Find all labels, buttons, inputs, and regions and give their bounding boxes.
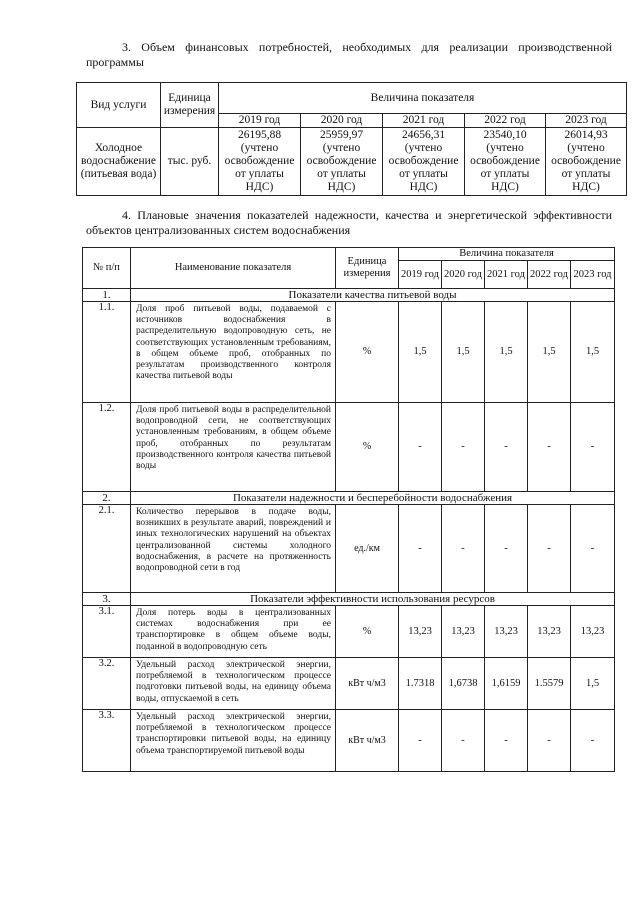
indicator-value: 1.7318: [399, 658, 442, 710]
year-header: 2022 год: [528, 261, 571, 289]
financial-needs-table: [76, 82, 627, 196]
year-header: 2023 год: [546, 114, 627, 128]
indicator-unit: %: [336, 302, 399, 403]
vat-note: (учтено освобождение от уплаты НДС): [224, 142, 295, 193]
amount: 25959,97: [319, 129, 364, 141]
col-header-unit: Единица измерения: [336, 248, 399, 289]
unit-value: тыс. руб.: [161, 128, 219, 196]
year-header: 2020 год: [301, 114, 383, 128]
section-3-heading: 3. Объем финансовых потребностей, необходимых для реализации производственной программы: [86, 40, 612, 69]
row-number: 2.1.: [83, 505, 131, 593]
row-number: 1.1.: [83, 302, 131, 403]
value-cell: [465, 128, 546, 196]
indicator-value: -: [528, 710, 571, 772]
indicator-name: Удельный расход электрической энергии, потребляемой в технологическом процессе подготовки питьевой воды, на единицу объема воды, отпускаемой в сеть: [131, 658, 336, 710]
indicator-value: 1,6738: [442, 658, 485, 710]
indicator-value: 13,23: [485, 606, 528, 658]
indicator-unit: %: [336, 606, 399, 658]
vat-note: (учтено освобождение от уплаты НДС): [551, 142, 621, 193]
year-header: 2019 год: [399, 261, 442, 289]
vat-note: (учтено освобождение от уплаты НДС): [388, 142, 459, 193]
indicator-value: -: [399, 710, 442, 772]
value-cell: [383, 128, 465, 196]
indicator-name: Доля проб питьевой воды, подаваемой с источников водоснабжения в распределительную водопроводную сеть, не соответствующих установленным требованиям, в общем объеме проб, отобранных по результатам производственного контроля качества питьевой воды: [131, 302, 336, 403]
indicator-value: -: [485, 403, 528, 492]
indicator-unit: %: [336, 403, 399, 492]
indicator-name: Доля проб питьевой воды в распределительной водопроводной сети, не соответствующих установленным требованиям, в общем объеме проб, отобранных по результатам производственного контроля качества питьевой воды: [131, 403, 336, 492]
indicator-value: 1,5: [528, 302, 571, 403]
indicator-value: 1,5: [485, 302, 528, 403]
indicator-name: Удельный расход электрической энергии, потребляемой в технологическом процессе транспортировки питьевой воды, на единицу объема транспортируемой питьевой воды: [131, 710, 336, 772]
col-header-value: Величина показателя: [219, 83, 627, 114]
year-header: 2022 год: [465, 114, 546, 128]
amount: 26195,88: [237, 129, 282, 141]
indicator-value: -: [442, 710, 485, 772]
indicator-value: -: [528, 403, 571, 492]
indicator-value: -: [442, 403, 485, 492]
indicator-value: 13,23: [571, 606, 615, 658]
indicator-value: 1,5: [571, 658, 615, 710]
indicator-value: -: [485, 505, 528, 593]
year-header: 2020 год: [442, 261, 485, 289]
indicator-unit: ед./км: [336, 505, 399, 593]
indicator-value: -: [528, 505, 571, 593]
indicators-table: [82, 247, 615, 772]
year-header: 2021 год: [485, 261, 528, 289]
indicator-value: 1,5: [571, 302, 615, 403]
indicator-value: 1.5579: [528, 658, 571, 710]
vat-note: (учтено освобождение от уплаты НДС): [470, 142, 540, 193]
indicator-value: -: [399, 505, 442, 593]
col-header-value: Величина показателя: [399, 248, 615, 261]
col-header-unit: Единица измерения: [161, 83, 219, 128]
value-cell: [219, 128, 301, 196]
value-cell: [546, 128, 627, 196]
group-number: 2.: [83, 492, 131, 505]
year-header: 2019 год: [219, 114, 301, 128]
service-name: Холодное водоснабжение (питьевая вода): [77, 128, 161, 196]
group-title: Показатели эффективности использования ресурсов: [131, 593, 615, 606]
indicator-value: -: [571, 403, 615, 492]
indicator-value: 13,23: [399, 606, 442, 658]
indicator-name: Количество перерывов в подаче воды, возникших в результате аварий, повреждений и иных технологических нарушений на объектах централизованной системы холодного водоснабжения, в расчете на протяженность водопроводной сети в год: [131, 505, 336, 593]
amount: 23540,10: [483, 129, 527, 141]
indicator-name: Доля потерь воды в централизованных системах водоснабжения при ее транспортировке в общем объеме воды, поданной в водопроводную сеть: [131, 606, 336, 658]
indicator-value: -: [571, 505, 615, 593]
indicator-value: -: [442, 505, 485, 593]
row-number: 3.3.: [83, 710, 131, 772]
group-number: 1.: [83, 289, 131, 302]
value-cell: [301, 128, 383, 196]
indicator-value: 13,23: [442, 606, 485, 658]
col-header-name: Наименование показателя: [131, 248, 336, 289]
indicator-value: -: [571, 710, 615, 772]
indicator-unit: кВт ч/м3: [336, 658, 399, 710]
year-header: 2023 год: [571, 261, 615, 289]
col-header-service: Вид услуги: [77, 83, 161, 128]
col-header-no: № п/п: [83, 248, 131, 289]
year-header: 2021 год: [383, 114, 465, 128]
amount: 24656,31: [401, 129, 446, 141]
amount: 26014,93: [564, 129, 608, 141]
group-title: Показатели качества питьевой воды: [131, 289, 615, 302]
indicator-value: 1,6159: [485, 658, 528, 710]
indicator-value: 1,5: [442, 302, 485, 403]
row-number: 1.2.: [83, 403, 131, 492]
group-number: 3.: [83, 593, 131, 606]
indicator-value: 13,23: [528, 606, 571, 658]
indicator-value: -: [399, 403, 442, 492]
row-number: 3.2.: [83, 658, 131, 710]
indicator-value: -: [485, 710, 528, 772]
indicator-value: 1,5: [399, 302, 442, 403]
vat-note: (учтено освобождение от уплаты НДС): [306, 142, 377, 193]
group-title: Показатели надежности и бесперебойности водоснабжения: [131, 492, 615, 505]
indicator-unit: кВт ч/м3: [336, 710, 399, 772]
section-4-heading: 4. Плановые значения показателей надежности, качества и энергетической эффективности объектов централизованных систем водоснабжения: [86, 208, 612, 237]
row-number: 3.1.: [83, 606, 131, 658]
